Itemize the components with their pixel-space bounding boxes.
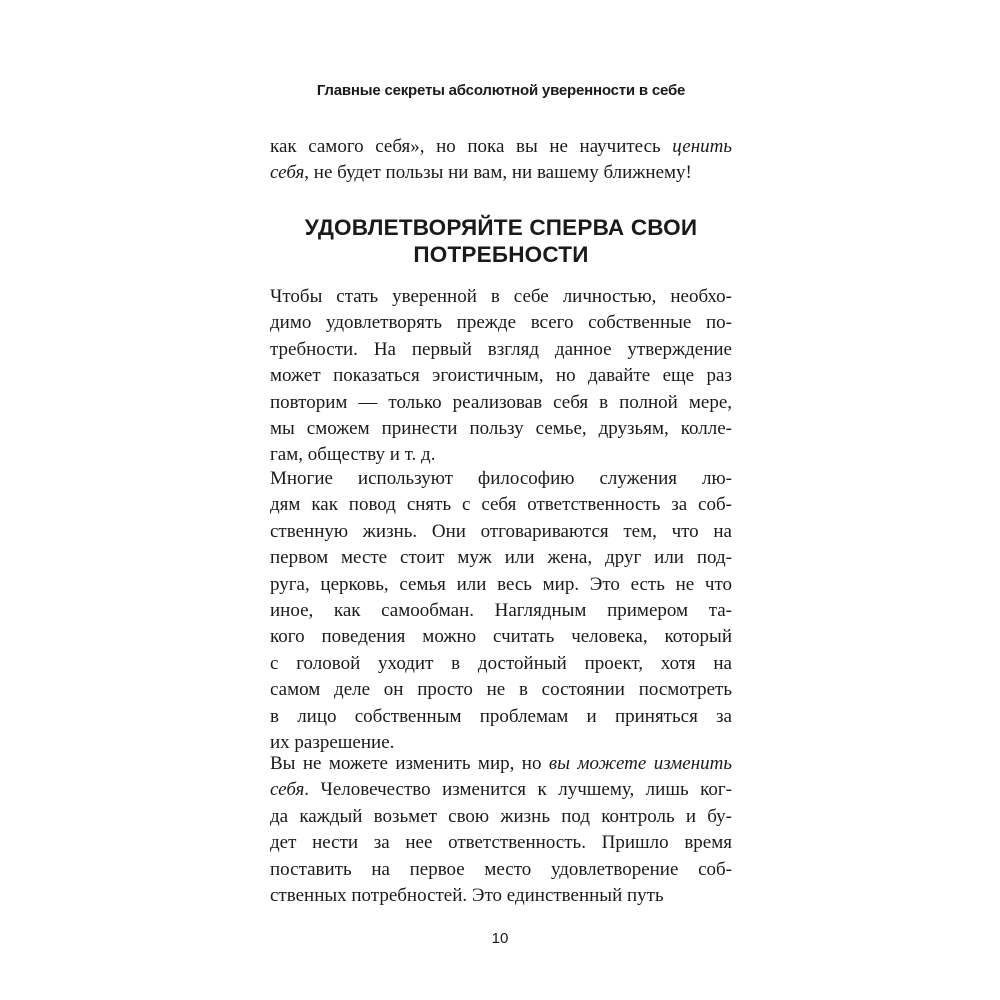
body-text: повторим — только реализовав себя в полной мере, [270,391,732,413]
body-text: да каждый возьмет свою жизнь под контроль и бу- [270,805,732,827]
body-text: требности. На первый взгляд данное утверждение [270,338,732,360]
text-line [270,804,732,830]
body-text: может показаться эгоистичным, но давайте еще раз [270,365,732,387]
body-text: Многие используют философию служения лю- [270,468,732,489]
body-text: дет нести за нее ответственность. Пришло время [270,832,732,854]
paragraph-2 [270,466,732,756]
page-number: 10 [491,930,509,947]
body-text: самом деле он просто не в состоянии посмотреть [270,679,732,701]
text-line [270,134,732,160]
text-line [270,284,732,310]
text-line [270,830,732,856]
body-text: ственную жизнь. Они отговариваются тем, что на [270,520,732,542]
text-line [270,572,732,598]
text-line [270,310,732,336]
text-line [270,624,732,650]
italic-text: себя [270,779,305,801]
text-line [270,651,732,677]
text-line [270,598,732,624]
text-line [270,751,732,777]
paragraph-1 [270,284,732,469]
body-text: как самого себя», но пока вы не научитесь [270,136,673,157]
text-line [270,442,732,468]
body-text: кого поведения можно считать человека, который [270,626,732,648]
italic-text: вы можете изменить [548,753,732,774]
text-line [270,704,732,730]
text-line [270,160,732,186]
text-line [270,519,732,545]
text-line [270,492,732,518]
section-heading-line: ПОТРЕБНОСТИ [413,242,589,267]
paragraph-3 [270,751,732,909]
body-text: димо удовлетворять прежде всего собственные по- [270,312,732,334]
text-line [270,777,732,803]
body-text: мы сможем принести пользу семье, друзьям, колле- [270,417,732,439]
section-heading [270,214,732,268]
body-text: . Человечество изменится к лучшему, лишь ког- [304,779,732,801]
body-text: Чтобы стать уверенной в себе личностью, необхо- [270,286,732,307]
body-text: , не будет пользы ни вам, ни вашему ближнему! [304,162,692,184]
body-text: дям как повод снять с себя ответственность за соб- [270,494,732,516]
body-text: гам, обществу и т. д. [270,444,436,466]
text-line [270,363,732,389]
section-heading-line: УДОВЛЕТВОРЯЙТЕ СПЕРВА СВОИ [304,215,698,240]
text-line [270,416,732,442]
intro-paragraph [270,134,732,187]
text-line [270,390,732,416]
body-text: поставить на первое место удовлетворение соб- [270,858,732,880]
body-text: ственных потребностей. Это единственный путь [270,884,664,906]
body-text: Вы не можете изменить мир, но [270,753,549,774]
body-text: первом месте стоит муж или жена, друг или под- [270,547,732,569]
body-text: иное, как самообман. Наглядным примером та- [270,599,732,621]
body-text: руга, церковь, семья или весь мир. Это есть не что [270,573,732,595]
italic-text: ценить [672,136,732,157]
italic-text: себя [270,162,305,184]
text-line [270,677,732,703]
text-line [270,883,732,909]
running-header: Главные секреты абсолютной уверенности в себе [316,82,686,99]
text-line [270,857,732,883]
body-text: с головой уходит в достойный проект, хотя на [270,652,732,674]
text-line [270,337,732,363]
text-line [270,466,732,492]
body-text: в лицо собственным проблемам и приняться за [270,705,732,727]
text-line [270,545,732,571]
body-text: их разрешение. [270,731,395,753]
